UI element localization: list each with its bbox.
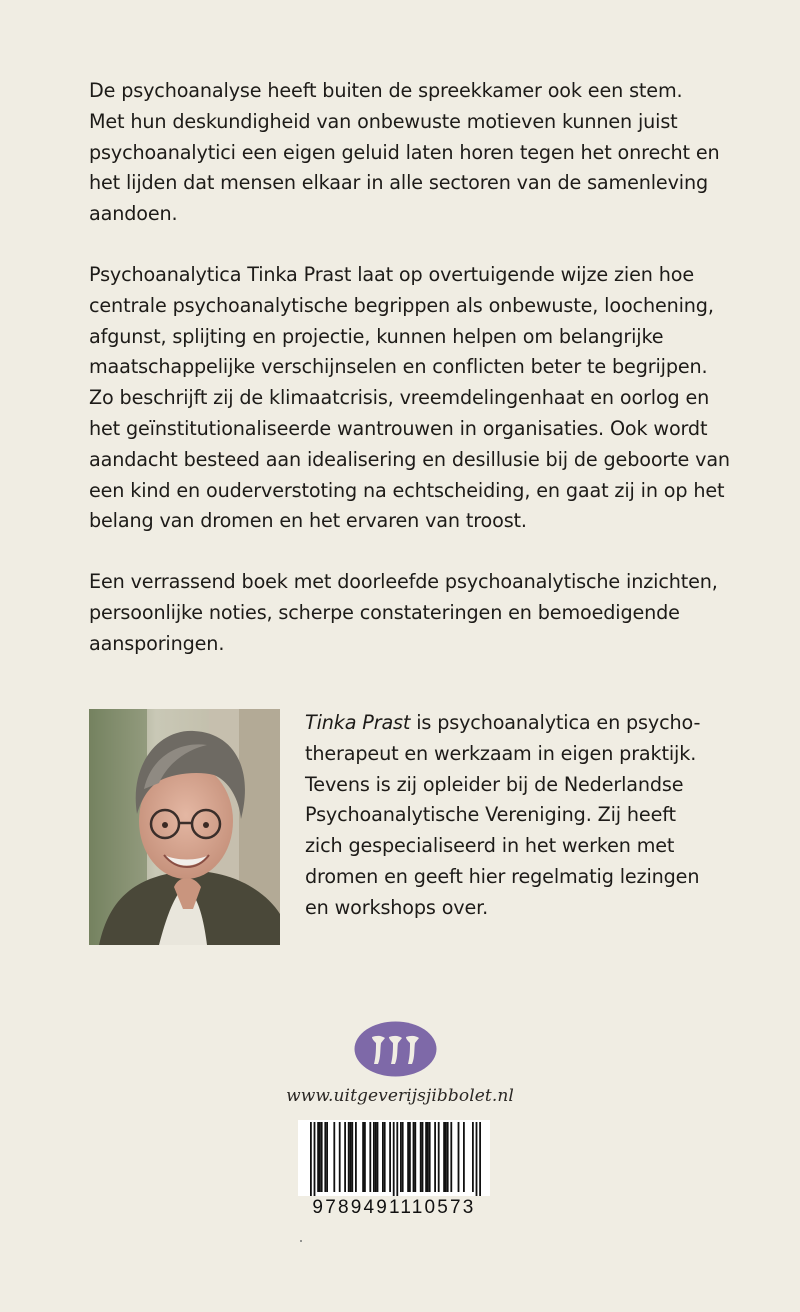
blurb-paragraph-2: [89, 260, 729, 537]
barcode-bar: [321, 1122, 323, 1192]
barcode-bar: [375, 1122, 377, 1192]
barcode-bar: [326, 1122, 328, 1192]
barcode-bar: [373, 1122, 375, 1192]
barcode-bar: [355, 1122, 357, 1192]
author-bio: [305, 708, 735, 924]
barcode-bar: [324, 1122, 326, 1192]
bio-first-line: [305, 708, 735, 739]
text-line: Een verrassend boek met doorleefde psychoanalytische inzichten,: [89, 570, 718, 594]
barcode-bar: [393, 1122, 395, 1196]
barcode-bar: [382, 1122, 384, 1192]
barcode-bar: [409, 1122, 411, 1192]
barcode-bar: [400, 1122, 402, 1192]
text-line: aansporingen.: [89, 631, 225, 655]
text-line: en workshops over.: [305, 895, 489, 919]
text-line: Psychoanalytica Tinka Prast laat op overtuigende wijze zien hoe: [89, 262, 694, 286]
barcode-bar: [402, 1122, 404, 1192]
barcode-bar: [447, 1122, 449, 1192]
barcode-bar: [434, 1122, 436, 1192]
text-line: dromen en geeft hier regelmatig lezingen: [305, 864, 700, 888]
barcode-bar: [384, 1122, 386, 1192]
barcode-bar: [319, 1122, 321, 1192]
barcode-bar: [348, 1122, 350, 1192]
blurb-paragraph-3: [89, 567, 729, 659]
author-name: Tinka Prast: [305, 711, 411, 734]
barcode-bar: [310, 1122, 312, 1196]
barcode-bar: [450, 1122, 452, 1192]
barcode-bar: [333, 1122, 335, 1192]
text-line: De psychoanalyse heeft buiten de spreekkamer ook een stem.: [89, 79, 683, 102]
barcode-bars: [298, 1120, 490, 1196]
text-line: belang van dromen en het ervaren van troost.: [89, 509, 527, 533]
barcode-bar: [389, 1122, 391, 1192]
text-line: Tevens is zij opleider bij de Nederlandse: [305, 772, 684, 796]
publisher-website: www.uitgeverijsjibbolet.nl: [286, 1086, 514, 1106]
text-line: Met hun deskundigheid van onbewuste motieven kunnen juist: [89, 109, 678, 133]
text-line: aandoen.: [89, 202, 178, 226]
blurb-paragraph-1: [89, 76, 729, 230]
text-line: afgunst, splijting en projectie, kunnen helpen om belangrijke: [89, 324, 664, 348]
publisher-logo-svg: [354, 1021, 437, 1077]
publisher-logo-icon: [354, 1021, 437, 1077]
barcode-bar: [377, 1122, 379, 1192]
barcode-bar: [364, 1122, 366, 1192]
text-line: maatschappelijke verschijnselen en conflicten beter te begrijpen.: [89, 355, 708, 379]
barcode-bar: [476, 1122, 478, 1196]
barcode-bar: [420, 1122, 422, 1192]
barcode-bar: [344, 1122, 346, 1192]
blurb: [89, 76, 729, 660]
barcode-bar: [350, 1122, 352, 1192]
isbn-barcode: [298, 1120, 490, 1220]
text-line: het lijden dat mensen elkaar in alle sectoren van de samenleving: [89, 171, 709, 195]
isbn-number: 9789491110573: [312, 1197, 476, 1218]
barcode-bar: [479, 1122, 481, 1196]
barcode-bar: [339, 1122, 341, 1192]
barcode-bar: [427, 1122, 429, 1192]
text-line: psychoanalytici een eigen geluid laten horen tegen het onrecht en: [89, 140, 720, 164]
barcode-bar: [396, 1122, 398, 1196]
text-line: een kind en ouderverstoting na echtscheiding, en gaat zij in op het: [89, 478, 725, 502]
print-mark: [300, 1240, 302, 1242]
barcode-bar: [314, 1122, 316, 1196]
barcode-bar: [429, 1122, 431, 1192]
barcode-bar: [443, 1122, 445, 1192]
barcode-bar: [425, 1122, 427, 1192]
barcode-bar: [458, 1122, 460, 1192]
barcode-bar: [463, 1122, 465, 1192]
text-line: Zo beschrijft zij de klimaatcrisis, vreemdelingenhaat en oorlog en: [89, 386, 710, 410]
barcode-bar: [351, 1122, 353, 1192]
text-line: zich gespecialiseerd in het werken met: [305, 834, 675, 858]
author-portrait-image: [89, 709, 280, 945]
barcode-bar: [445, 1122, 447, 1192]
barcode-bar: [438, 1122, 440, 1192]
bio-first-line-rest: is psychoanalytica en psycho-: [410, 711, 701, 734]
barcode-bar: [362, 1122, 364, 1192]
author-photo: [89, 709, 280, 945]
text-line: centrale psychoanalytische begrippen als onbewuste, loochening,: [89, 293, 714, 317]
barcode-bar: [414, 1122, 416, 1192]
text-line: aandacht besteed aan idealisering en desillusie bij de geboorte van: [89, 447, 730, 471]
barcode-bar: [472, 1122, 474, 1192]
barcode-bar: [407, 1122, 409, 1192]
barcode-bar: [369, 1122, 371, 1192]
barcode-bar: [422, 1122, 424, 1192]
text-line: het geïnstitutionaliseerde wantrouwen in organisaties. Ook wordt: [89, 416, 708, 440]
text-line: therapeut en werkzaam in eigen praktijk.: [305, 741, 697, 765]
author-section: [89, 709, 729, 949]
barcode-bar: [413, 1122, 415, 1192]
barcode-bar: [317, 1122, 319, 1192]
text-line: persoonlijke noties, scherpe constateringen en bemoedigende: [89, 600, 680, 624]
text-line: Psychoanalytische Vereniging. Zij heeft: [305, 803, 676, 827]
